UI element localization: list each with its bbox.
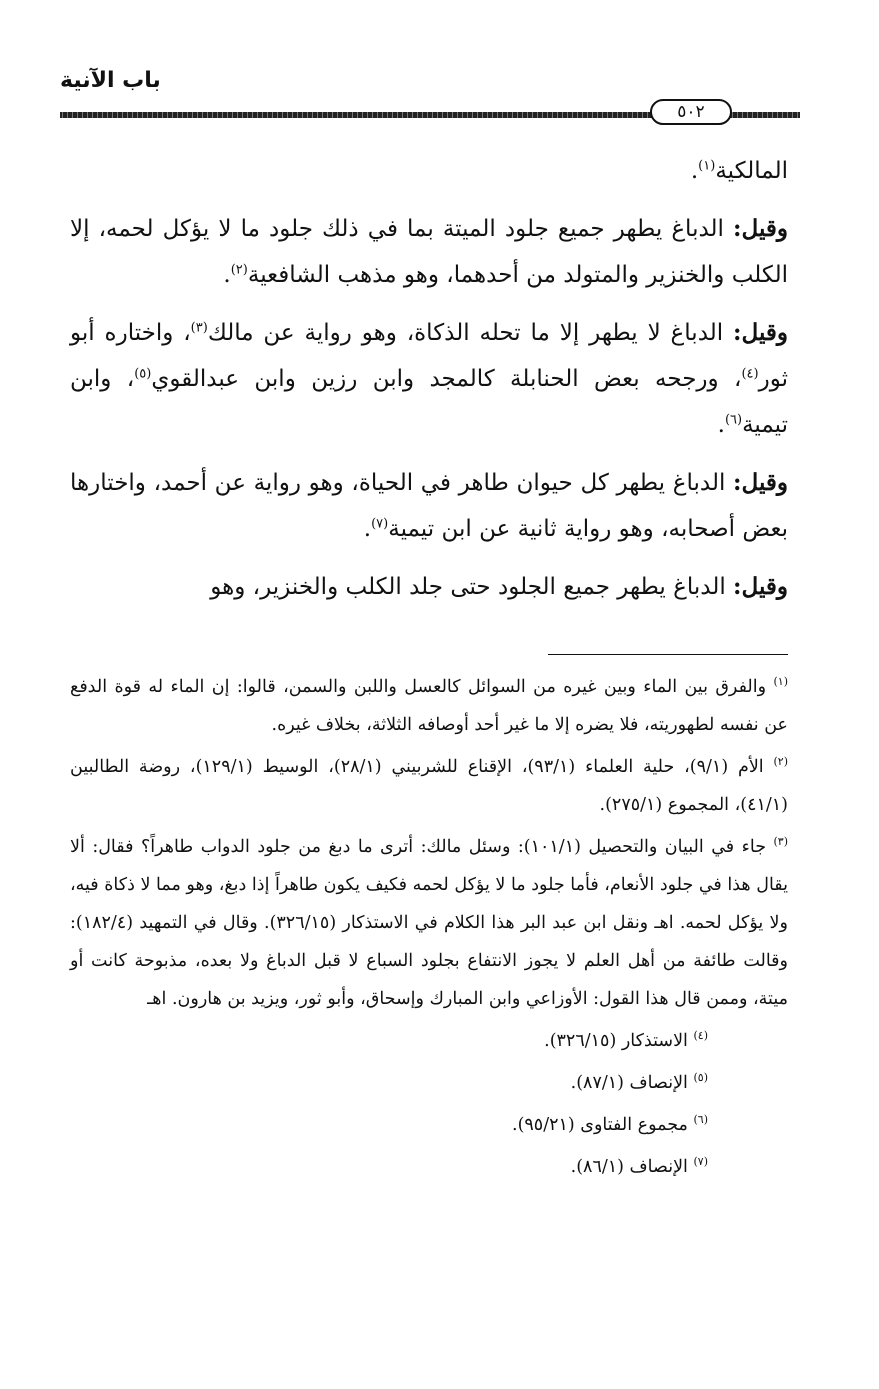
paragraph-1 — [70, 148, 788, 194]
paragraph-text: المالكية — [715, 158, 788, 184]
footnote-number: (٧) — [693, 1155, 708, 1169]
footnote-ref: (٤) — [741, 366, 759, 382]
paragraph-text: ، واختاره أبو ثور — [70, 320, 788, 392]
footnote-number: (١) — [773, 675, 788, 689]
footnote-ref: (٥) — [134, 366, 152, 382]
opinion-lead: وقيل: — [733, 319, 788, 346]
footnote-5 — [70, 1064, 788, 1102]
paragraph-tail: . — [363, 516, 372, 542]
paragraph-text: الدباغ يطهر جميع الجلود حتى جلد الكلب والخنزير، وهو — [210, 574, 734, 600]
footnote-number: (٢) — [773, 755, 789, 769]
footnote-text: مجموع الفتاوى (٩٥/٢١). — [512, 1115, 694, 1135]
footnote-4 — [70, 1022, 788, 1060]
footnote-text: الإنصاف (٨٧/١). — [570, 1073, 694, 1093]
footnote-2 — [70, 748, 788, 824]
page-header — [60, 68, 800, 128]
opinion-lead: وقيل: — [733, 215, 788, 242]
footnote-number: (٦) — [693, 1113, 708, 1127]
footnote-1 — [70, 668, 788, 744]
paragraph-3 — [70, 310, 788, 448]
footnote-3 — [70, 828, 788, 1018]
footnote-ref: (٦) — [724, 412, 743, 428]
footnote-text: الإنصاف (٨٦/١). — [570, 1157, 694, 1177]
footnote-7 — [70, 1148, 788, 1186]
paragraph-tail: . — [717, 412, 725, 438]
footnote-text: الأم (٩/١)، حلية العلماء (٩٣/١)، الإقناع للشربيني (٢٨/١)، الوسيط (١٢٩/١)، روضة الطالبين (٤١/١)، المجموع (٢٧٥/١). — [70, 757, 788, 815]
paragraph-text: الدباغ يطهر جميع جلود الميتة بما في ذلك جلود ما لا يؤكل لحمه، إلا الكلب والخنزير والمتولد من أحدهما، وهو مذهب الشافعية — [70, 216, 788, 288]
paragraph-tail: . — [690, 158, 699, 184]
footnote-text: جاء في البيان والتحصيل (١٠١/١): وسئل مالك: أترى ما دبغ من جلود الدواب طاهراً؟ فقال: ألا يقال هذا في جلود الأنعام، فأما جلود ما لا يؤكل لحمه فكيف يكون طاهراً إذا دبغ، وهو مما لا ذكاة فيه، ولا يؤكل لحمه. اهـ ونقل ابن عبد البر هذا الكلام في الاستذكار (٣٢٦/١٥). وقال في التمهيد (١٨٢/٤): وقالت طائفة من أهل العلم لا يجوز الانتفاع بجلود السباع لا قبل الدباغ ولا بعده، مذبوحة كانت أو ميتة، وممن قال هذا القول: الأوزاعي وابن المبارك وإسحاق، وأبو ثور، ويزيد بن هارون. اهـ — [70, 837, 788, 1009]
footnote-number: (٣) — [773, 835, 789, 849]
opinion-lead: وقيل: — [733, 573, 788, 600]
paragraph-tail: . — [223, 262, 231, 288]
paragraph-text: ، وابن تيمية — [70, 366, 788, 438]
footnote-ref: (٢) — [230, 262, 248, 278]
footnote-ref: (١) — [698, 158, 716, 174]
page-number: ٥٠٢ — [650, 99, 732, 125]
opinion-lead: وقيل: — [733, 469, 788, 496]
paragraph-text: الدباغ يطهر كل حيوان طاهر في الحياة، وهو رواية عن أحمد، واختارها بعض أصحابه، وهو رواية ثانية عن ابن تيمية — [70, 470, 788, 542]
paragraph-5 — [70, 564, 788, 610]
paragraph-text: الدباغ لا يطهر إلا ما تحله الذكاة، وهو رواية عن مالك — [207, 320, 734, 346]
paragraph-4 — [70, 460, 788, 552]
footnotes — [70, 668, 788, 1190]
footnote-number: (٥) — [693, 1071, 708, 1085]
footnote-number: (٤) — [693, 1029, 708, 1043]
footnote-ref: (٣) — [190, 320, 208, 336]
footnote-ref: (٧) — [371, 516, 389, 532]
paragraph-2 — [70, 206, 788, 298]
chapter-title: باب الآنية — [60, 68, 161, 93]
paragraph-text: ، ورجحه بعض الحنابلة كالمجد وابن رزين وابن عبدالقوي — [151, 366, 742, 392]
main-text — [70, 148, 788, 622]
footnote-text: والفرق بين الماء وبين غيره من السوائل كالعسل واللبن والسمن، قالوا: إن الماء له قوة الدفع عن نفسه لطهوريته، فلا يضره إلا ما غير أحد أوصافه الثلاثة، بخلاف غيره. — [70, 677, 788, 735]
footnote-text: الاستذكار (٣٢٦/١٥). — [544, 1031, 694, 1051]
footnote-separator — [548, 654, 788, 655]
footnote-6 — [70, 1106, 788, 1144]
